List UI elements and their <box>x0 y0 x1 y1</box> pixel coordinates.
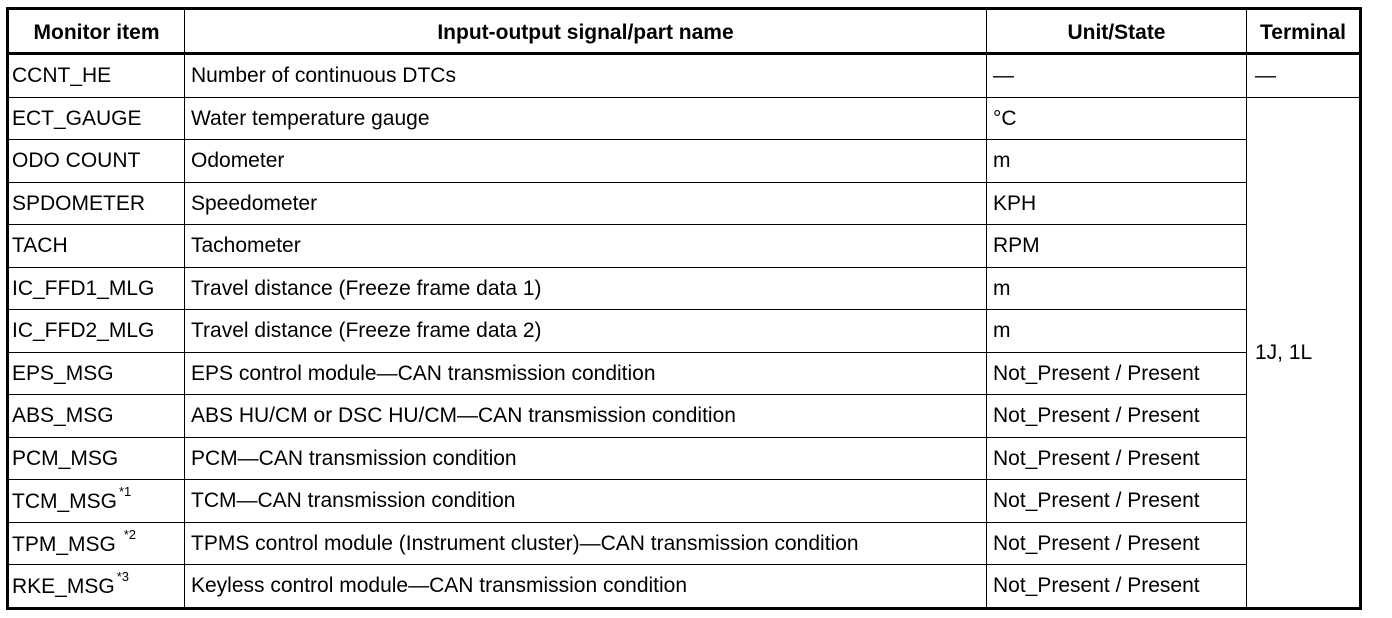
monitor-item-cell <box>8 97 185 140</box>
table-row <box>8 182 1361 225</box>
signal-name-cell: Number of continuous DTCs <box>185 54 987 98</box>
monitor-item-name: TPM_MSG <box>12 532 122 556</box>
table-row <box>8 522 1361 565</box>
monitor-item-name: TACH <box>12 234 68 258</box>
unit-state-cell: — <box>987 54 1247 98</box>
unit-state-cell: m <box>987 140 1247 183</box>
unit-state-cell: KPH <box>987 182 1247 225</box>
monitor-item-name: ABS_MSG <box>12 404 114 428</box>
unit-state-cell: Not_Present / Present <box>987 565 1247 609</box>
signal-name-cell: TCM—CAN transmission condition <box>185 480 987 523</box>
monitor-item-name: EPS_MSG <box>12 361 114 385</box>
table-row <box>8 437 1361 480</box>
signal-name-cell: Odometer <box>185 140 987 183</box>
monitor-item-name: SPDOMETER <box>12 191 146 215</box>
monitor-item-cell <box>8 522 185 565</box>
table-row <box>8 310 1361 353</box>
terminal-merged-cell: 1J, 1L <box>1247 97 1361 608</box>
signal-name-cell: Keyless control module—CAN transmission condition <box>185 565 987 609</box>
unit-state-cell: Not_Present / Present <box>987 352 1247 395</box>
monitor-item-name: TCM_MSG <box>12 490 117 514</box>
signal-name-cell: Tachometer <box>185 225 987 268</box>
header-unit-state: Unit/State <box>987 9 1247 54</box>
header-terminal: Terminal <box>1247 9 1361 54</box>
monitor-item-cell <box>8 225 185 268</box>
table-row <box>8 267 1361 310</box>
monitor-item-cell: CCNT_HE <box>8 54 185 98</box>
monitor-item-name: RKE_MSG <box>12 575 115 599</box>
signal-name-cell: PCM—CAN transmission condition <box>185 437 987 480</box>
table-row <box>8 395 1361 438</box>
table-row <box>8 140 1361 183</box>
unit-state-cell: Not_Present / Present <box>987 480 1247 523</box>
monitor-item-name: IC_FFD1_MLG <box>12 276 155 300</box>
unit-state-cell: m <box>987 310 1247 353</box>
signal-name-cell: Water temperature gauge <box>185 97 987 140</box>
monitor-item-cell <box>8 310 185 353</box>
footnote-marker: *1 <box>119 484 132 500</box>
footnote-marker: *2 <box>123 526 136 542</box>
unit-state-cell: °C <box>987 97 1247 140</box>
monitor-item-cell <box>8 267 185 310</box>
header-row <box>8 9 1361 54</box>
table-row <box>8 97 1361 140</box>
monitor-item-table <box>6 7 1362 610</box>
unit-state-cell: RPM <box>987 225 1247 268</box>
footnote-marker: *3 <box>116 569 129 585</box>
header-signal-name: Input-output signal/part name <box>185 9 987 54</box>
monitor-item-cell <box>8 565 185 609</box>
unit-state-cell: Not_Present / Present <box>987 395 1247 438</box>
monitor-item-cell <box>8 182 185 225</box>
monitor-item-name: IC_FFD2_MLG <box>12 319 155 343</box>
monitor-item-name: ODO COUNT <box>12 149 141 173</box>
monitor-table-container <box>6 7 1362 610</box>
signal-name-cell: EPS control module—CAN transmission condition <box>185 352 987 395</box>
table-row <box>8 480 1361 523</box>
unit-state-cell: m <box>987 267 1247 310</box>
signal-name-cell: Travel distance (Freeze frame data 2) <box>185 310 987 353</box>
monitor-item-cell <box>8 140 185 183</box>
header-monitor-item: Monitor item <box>8 9 185 54</box>
signal-name-cell: ABS HU/CM or DSC HU/CM—CAN transmission condition <box>185 395 987 438</box>
table-row <box>8 225 1361 268</box>
unit-state-cell: Not_Present / Present <box>987 437 1247 480</box>
terminal-cell: — <box>1247 54 1361 98</box>
unit-state-cell: Not_Present / Present <box>987 522 1247 565</box>
monitor-item-cell <box>8 437 185 480</box>
signal-name-cell: Speedometer <box>185 182 987 225</box>
signal-name-cell: Travel distance (Freeze frame data 1) <box>185 267 987 310</box>
table-row <box>8 565 1361 609</box>
monitor-item-name: PCM_MSG <box>12 446 119 470</box>
table-row <box>8 54 1361 98</box>
signal-name-cell: TPMS control module (Instrument cluster)—CAN transmission condition <box>185 522 987 565</box>
table-row <box>8 352 1361 395</box>
monitor-item-cell <box>8 395 185 438</box>
monitor-item-cell <box>8 480 185 523</box>
monitor-item-name: ECT_GAUGE <box>12 106 142 130</box>
monitor-item-cell <box>8 352 185 395</box>
